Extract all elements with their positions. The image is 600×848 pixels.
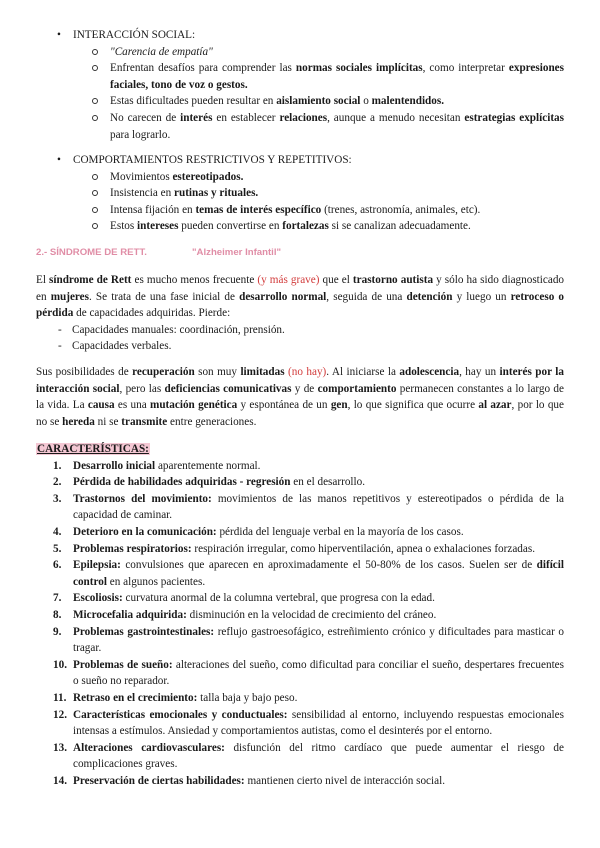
comportamientos-title: COMPORTAMIENTOS RESTRICTIVOS Y REPETITIVOS: (73, 154, 352, 166)
list-item (73, 110, 564, 143)
comportamientos-bullet (36, 152, 564, 235)
list-item-text: No carecen de interés en establecer relaciones, aunque a menudo necesitan estrategias explícitas para lograrlo. (110, 111, 564, 141)
feature-item (36, 624, 564, 657)
feature-number: 11. (53, 691, 67, 704)
interaccion-bullet (36, 27, 564, 143)
circle-bullet-icon (92, 207, 98, 213)
feature-item (36, 657, 564, 690)
interaccion-section (36, 27, 564, 143)
feature-text: Pérdida de habilidades adquiridas - regresión en el desarrollo. (73, 476, 366, 489)
rett-heading-alt: "Alzheimer Infantil" (192, 247, 282, 258)
feature-number: 12. (53, 708, 67, 721)
feature-text: Problemas respiratorios: respiración irregular, como hiperventilación, apnea o exhalaciones forzadas. (73, 542, 536, 555)
rett-intro-block (36, 272, 564, 355)
rett-recovery: Sus posibilidades de recuperación son muy limitadas (no hay). Al iniciarse la adolescencia, hay un interés por la interacción social, pero las deficiencias comunicativas y de comportamiento permanecen constantes a lo largo de la vida. La causa es una mutación genética y espontánea de un gen, lo que significa que ocurre al azar, por lo que no se hereda ni se transmite entre generaciones. (36, 366, 565, 428)
feature-item (36, 458, 564, 475)
feature-number: 1. (53, 459, 62, 472)
list-item (73, 202, 564, 219)
feature-text: Características emocionales y conductuales: sensibilidad al entorno, incluyendo respuestas emocionales intensas a estímulos. Ansiedad y comportamientos autistas, como el desinterés por el entorno. (73, 708, 564, 738)
list-item-text: Insistencia en rutinas y rituales. (110, 187, 259, 200)
list-item-text: Movimientos estereotipados. (110, 170, 244, 183)
feature-number: 5. (53, 542, 62, 555)
feature-text: Epilepsia: convulsiones que aparecen en aproximadamente el 50-80% de los casos. Suelen ser de difícil control en algunos pacientes. (73, 559, 564, 588)
bullet-dot: • (57, 29, 61, 41)
list-item (73, 60, 564, 93)
list-item (73, 169, 564, 186)
feature-item (36, 541, 564, 558)
feature-number: 10. (53, 658, 67, 671)
feature-number: 13. (53, 741, 67, 754)
caracteristicas-list (36, 458, 564, 790)
list-item-text: Estas dificultades pueden resultar en aislamiento social o malentendidos. (110, 95, 445, 108)
rett-losses (36, 322, 564, 355)
feature-item (36, 524, 564, 541)
circle-bullet-icon (92, 49, 98, 55)
caracteristicas-section (36, 441, 564, 789)
bullet-dot: • (57, 154, 61, 166)
feature-text: Trastornos del movimiento: movimientos de las manos repetitivos y estereotipados o pérdida de la capacidad de caminar. (73, 492, 564, 522)
loss-item: - Capacidades manuales: coordinación, prensión. (58, 323, 285, 336)
rett-heading-row (36, 245, 564, 262)
list-item (73, 185, 564, 202)
comportamientos-section (36, 152, 564, 235)
feature-text: Deterioro en la comunicación: pérdida del lenguaje verbal en la mayoría de los casos. (73, 525, 464, 538)
feature-item (36, 773, 564, 790)
list-item-text: Intensa fijación en temas de interés específico (trenes, astronomía, animales, etc). (110, 203, 481, 216)
circle-bullet-icon (92, 174, 98, 180)
feature-number: 8. (53, 608, 62, 621)
feature-item (36, 740, 564, 773)
feature-text: Problemas de sueño: alteraciones del sueño, como dificultad para conciliar el sueño, despertares frecuentes o sueño no reparador. (73, 658, 564, 688)
feature-number: 4. (53, 525, 62, 538)
feature-text: Alteraciones cardiovasculares: disfunción del ritmo cardíaco que puede aumentar el riesgo de complicaciones graves. (73, 741, 564, 771)
feature-text: Preservación de ciertas habilidades: mantienen cierto nivel de interacción social. (73, 774, 445, 787)
feature-text: Retraso en el crecimiento: talla baja y bajo peso. (73, 691, 298, 704)
rett-intro: El síndrome de Rett es mucho menos frecuente (y más grave) que el trastorno autista y sólo ha sido diagnosticado en mujeres. Se trata de una fase inicial de desarrollo normal, seguida de una detención y luego un retroceso o pérdida de capacidades adquiridas. Pierde: (36, 274, 565, 320)
feature-number: 3. (53, 492, 62, 505)
circle-bullet-icon (92, 223, 98, 229)
feature-item (36, 590, 564, 607)
feature-text: Problemas gastrointestinales: reflujo gastroesofágico, estreñimiento crónico y dificultades para masticar o tragar. (73, 625, 564, 655)
feature-item (36, 474, 564, 491)
feature-item (36, 690, 564, 707)
circle-bullet-icon (92, 65, 98, 71)
comportamientos-list (73, 169, 564, 235)
feature-text: Desarrollo inicial aparentemente normal. (73, 459, 261, 472)
list-item-text: "Carencia de empatía" (110, 45, 213, 58)
feature-item (36, 491, 564, 524)
interaccion-list (73, 44, 564, 144)
circle-bullet-icon (92, 98, 98, 104)
rett-recovery-block (36, 364, 564, 430)
interaccion-title: INTERACCIÓN SOCIAL: (73, 29, 196, 41)
list-item-text: Estos intereses pueden convertirse en fortalezas si se canalizan adecuadamente. (110, 220, 471, 233)
feature-number: 6. (53, 559, 62, 572)
circle-bullet-icon (92, 115, 98, 121)
feature-number: 7. (53, 592, 62, 605)
loss-item: - Capacidades verbales. (58, 340, 172, 353)
rett-heading: 2.- SÍNDROME DE RETT. (36, 247, 147, 258)
feature-text: Microcefalia adquirida: disminución en la velocidad de crecimiento del cráneo. (73, 608, 437, 621)
feature-text: Escoliosis: curvatura anormal de la columna vertebral, que progresa con la edad. (73, 592, 435, 605)
feature-item (36, 607, 564, 624)
list-item-text: Enfrentan desafíos para comprender las normas sociales implícitas, como interpretar expresiones faciales, tono de voz o gestos. (110, 62, 564, 91)
caracteristicas-heading: CARACTERÍSTICAS: (37, 443, 149, 455)
feature-number: 2. (53, 476, 62, 489)
list-item (73, 218, 564, 235)
feature-number: 14. (53, 774, 67, 787)
feature-item (36, 557, 564, 590)
circle-bullet-icon (92, 190, 98, 196)
feature-number: 9. (53, 625, 62, 638)
list-item (73, 93, 564, 110)
list-item (73, 44, 564, 61)
feature-item (36, 707, 564, 740)
